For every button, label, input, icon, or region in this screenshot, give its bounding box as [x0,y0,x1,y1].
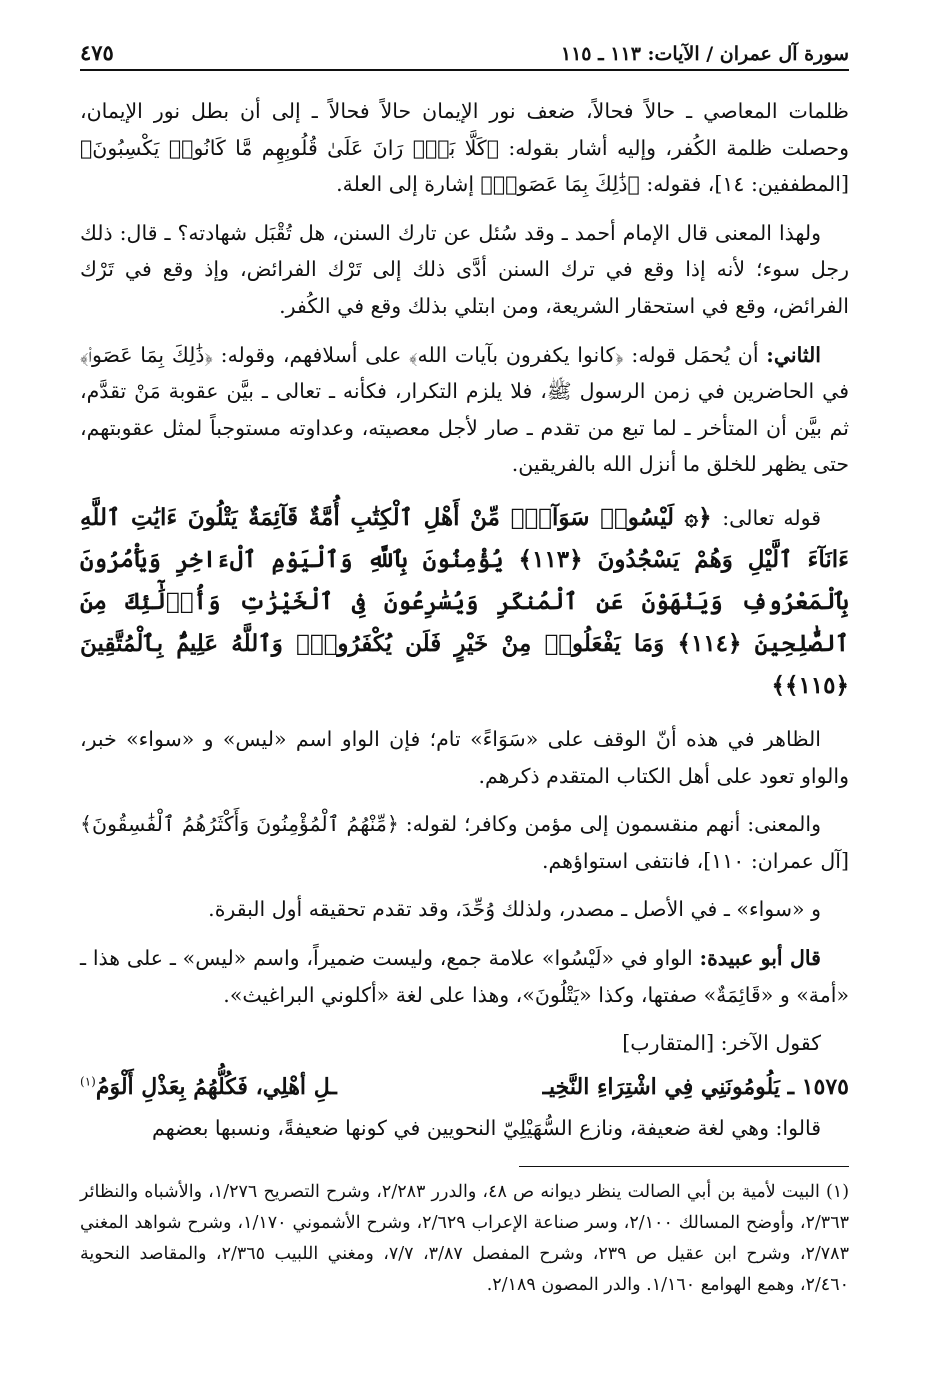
quran-intro: قوله تعالى: [722,505,822,530]
page-number: ٤٧٥ [80,40,114,65]
paragraph-7 [80,940,849,1013]
paragraph-6: و «سواء» ـ في الأصل ـ مصدر، ولذلك وُحِّدَ، وقد تقدم تحقيقه أول البقرة. [208,897,821,922]
quran-verses [80,497,849,707]
paragraph-1: ظلمات المعاصي ـ حالاً فحالاً، ضعف نور الإيمان حالاً فحالاً ـ إلى أن بطل نور الإيمان، وحصلت ظلمة الكُفر، وإليه أشار بقوله: ﴿كَلَّا بَلْۜ رَانَ عَلَىٰ قُلُوبِهِم مَّا كَانُوا۟ يَكْسِبُونَ﴾ [المطففين: ١٤]، فقوله: ﴿ذَٰلِكَ بِمَا عَصَوا۟﴾ إشارة إلى العلة. [80,99,849,197]
paragraph-2: ولهذا المعنى قال الإمام أحمد ـ وقد سُئل عن تارك السنن، هل تُقْبَل شهادته؟ ـ قال: ذلك رجل سوء؛ لأنه إذا وقع في ترك السنن أدَّى ذلك إلى تَرْك الفرائض، وإذ وقع في تَرْك الفرائض، وقع في استحقار الشريعة، ومن ابتلي بذلك وقع في الكُفر. [80,220,849,318]
footnote-1: (١) البيت لأمية بن أبي الصالت ينظر ديوانه ص ٤٨، والدرر ٢/٢٨٣، وشرح التصريح ١/٢٧٦، والأشباه والنظائر ٢/٣٦٣، وأوضح المسالك ٢/١٠٠، وسر صناعة الإعراب ٢/٦٢٩، وشرح الأشموني ١/١٧٠، وشرح شواهد المغني ٢/٧٨٣، وشرح ابن عقيل ص ٢٣٩، وشرح المفصل ٣/٨٧، ٧/٧، ومغني اللبيب ٢/٣٦٥، والمقاصد النحوية ٢/٤٦٠، وهمع الهوامع ١/١٦٠. والدر المصون ٢/١٨٩. [80,1182,850,1296]
running-title: سورة آل عمران / الآيات: ١١٣ ـ ١١٥ [560,43,849,65]
quran-text: ﴿۞ لَيْسُوا۟ سَوَآءًۗ مِّنْ أَهْلِ ٱلْكِتَٰبِ أُمَّةٌ قَآئِمَةٌ يَتْلُونَ ءَايَٰتِ ٱللَّهِ ءَانَآءَ ٱلَّيْلِ وَهُمْ يَسْجُدُونَ ﴿١١٣﴾ يُؤْمِنُونَ بِٱللَّهِ وَٱلْيَوْمِ ٱلْءَاخِرِ وَيَأْمُرُونَ بِٱلْمَعْرُوفِ وَيَنْهَوْنَ عَنِ ٱلْمُنكَرِ وَيُسَٰرِعُونَ فِى ٱلْخَيْرَٰتِ وَأُو۟لَٰٓئِكَ مِنَ ٱلصَّٰلِحِينَ ﴿١١٤﴾ وَمَا يَفْعَلُوا۟ مِنْ خَيْرٍ فَلَن يُكْفَرُوهُۗ وَٱللَّهُ عَلِيمٌۢ بِٱلْمُتَّقِينَ ﴿١١٥﴾﴾ [80,503,849,699]
paragraph-3 [80,337,849,483]
poem-second-half [80,1074,337,1100]
footnote-separator [519,1166,849,1167]
poem-first-half [543,1074,849,1100]
paragraph-3-label: الثاني: [766,342,821,367]
paragraph-7-label: قال أبو عبيدة: [699,945,821,970]
poem-second-text: ـلِ أهْلِي، فَكُلُّهُمُ بِعَذْلِ أَلْوَمُ [95,1073,337,1100]
paragraph-9: قالوا: وهي لغة ضعيفة، ونازع السُّهَيْلِيّ النحويين في كونها ضعيفةً، ونسبها بعضهم [151,1115,821,1140]
poem-number: ١٥٧٥ ـ [787,1073,849,1100]
footnote-marker: (١) [80,1074,96,1089]
paragraph-3-text: أن يُحمَل قوله: ﴿كانوا يكفرون بآيات الله﴾ على أسلافهم، وقوله: ﴿ذَٰلِكَ بِمَا عَصَوا۟﴾ في الحاضرين في زمن الرسول ﷺ، فلا يلزم التكرار، فكأنه ـ تعالى ـ بيَّن عقوبة مَنْ تقدَّم، ثم بيَّن أن المتأخر ـ لما تبع من تقدم ـ صار لأجل معصيته، وعداوته مستوجباً لمثل عقوبتهم، حتى يظهر للخلق ما أنزل الله بالفريقين. [80,342,849,477]
page-header [80,40,849,71]
poem-first-text: يَلُومُونَنِي فِي اشْتِرَاءِ النَّخِيـ [542,1073,780,1100]
paragraph-5: والمعنى: أنهم منقسمون إلى مؤمن وكافر؛ لقوله: ﴿مِّنْهُمُ ٱلْمُؤْمِنُونَ وَأَكْثَرُهُمُ ٱلْفَٰسِقُونَ﴾ [آل عمران: ١١٠]، فانتفى استواؤهم. [80,812,849,873]
paragraph-7-text: الواو في «لَيْسُوا» علامة جمع، وليست ضميراً، واسم «ليس» ـ على هذا ـ «أمة» و «قَائِمَةٌ» صفتها، وكذا «يَتْلُونَ»، وهذا على لغة «أكلوني البراغيث». [80,945,849,1007]
poem-verse [80,1074,849,1100]
paragraph-4: الظاهر في هذه أنّ الوقف على «سَوَاءً» تام؛ فإن الواو اسم «ليس» و «سواء» خبر، والواو تعود على أهل الكتاب المتقدم ذكرهم. [80,726,849,788]
paragraph-8: كقول الآخر: [المتقارب] [622,1031,821,1056]
